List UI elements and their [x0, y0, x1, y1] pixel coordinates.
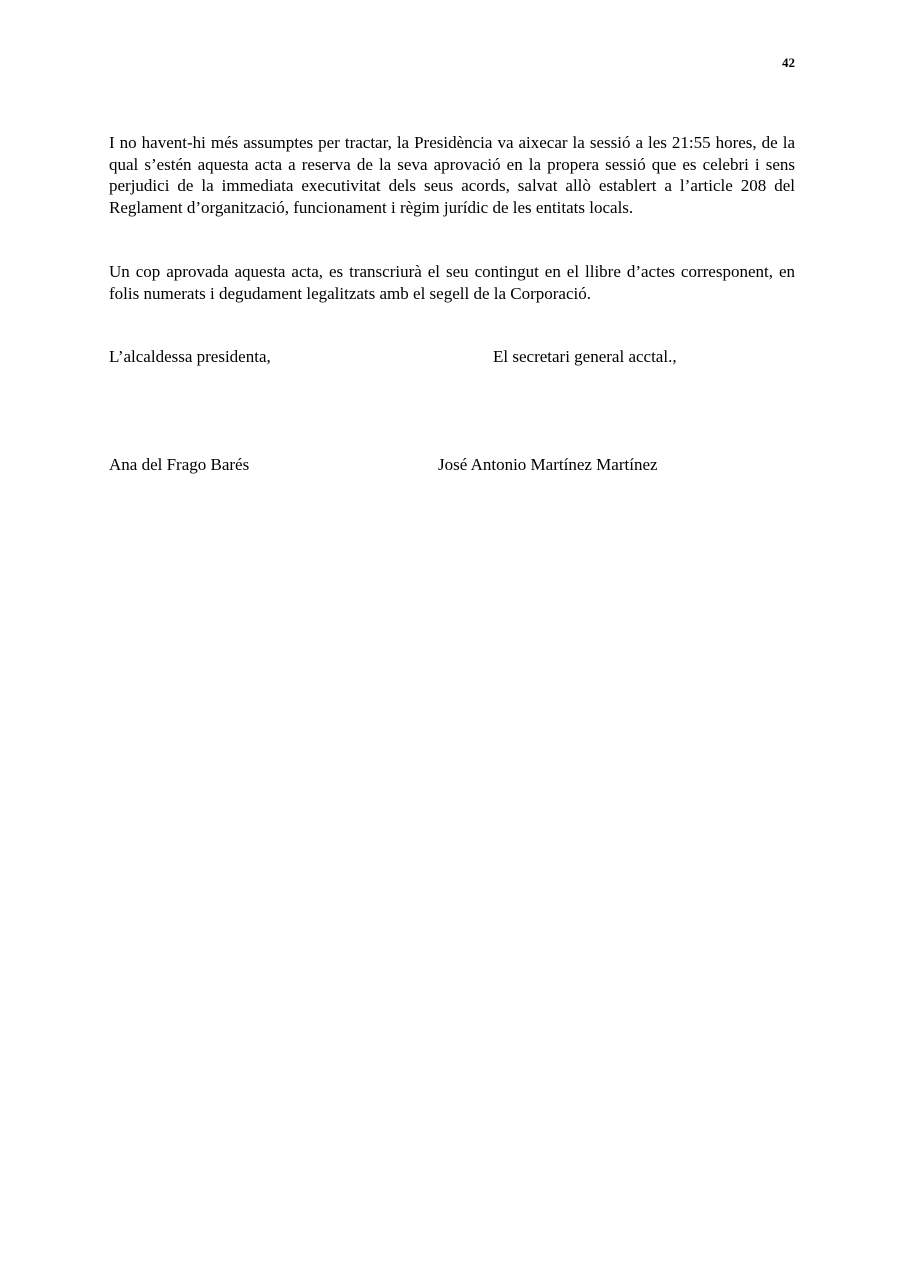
- secretary-title: El secretari general acctal.,: [493, 347, 677, 366]
- mayor-name: Ana del Frago Barés: [109, 455, 250, 474]
- closing-paragraph: I no havent-hi més assumptes per tractar, la Presidència va aixecar la sessió a les 21:55 hores, de la qual s’estén aquesta acta a reserva de la seva aprovació en la propera sessió que es celebri i sens perjudici de la immediata executivitat dels seus acords, salvat allò establert a l’article 208 del Reglament d’organització, funcionament i règim jurídic de les entitats locals.: [109, 133, 795, 217]
- transcription-paragraph: Un cop aprovada aquesta acta, es transcriurà el seu contingut en el llibre d’actes corresponent, en folis numerats i degudament legalitzats amb el segell de la Corporació.: [109, 262, 795, 303]
- page-number: 42: [782, 55, 795, 70]
- mayor-title: L’alcaldessa presidenta,: [109, 347, 271, 366]
- secretary-name: José Antonio Martínez Martínez: [438, 455, 658, 474]
